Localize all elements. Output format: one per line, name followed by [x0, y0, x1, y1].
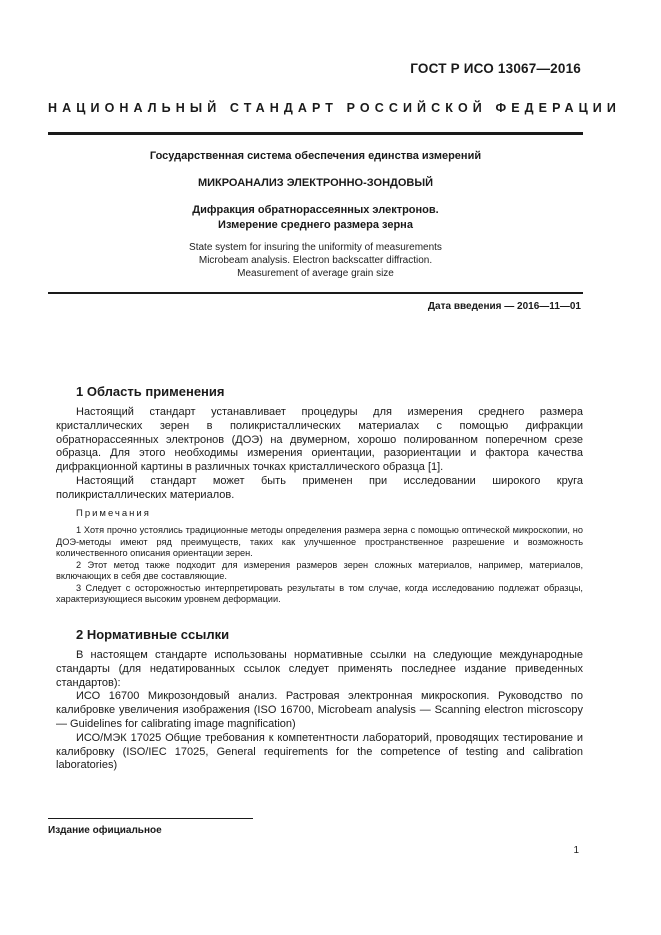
paragraph: Настоящий стандарт устанавливает процедуры для измерения среднего размера кристаллических зерен в поликристаллических материалах с помощью дифракции обратнорассеянных электронов (ДОЭ) на двумерном, хорошо полированном поперечном срезе образца. Для этого необходимы измерения ориентации, разориентации и фактора качества дифракционной картины в различных точках кристаллического образца [1]. — [56, 406, 583, 474]
document-title — [48, 203, 583, 232]
official-edition-label: Издание официальное — [48, 825, 162, 836]
paragraph: ИСО/МЭК 17025 Общие требования к компетентности лабораторий, проводящих тестирование и калибровку (ISO/IEC 17025, General requirements for the competence of testing and calibration laboratories) — [56, 731, 583, 772]
national-standard-banner: НАЦИОНАЛЬНЫЙ СТАНДАРТ РОССИЙСКОЙ ФЕДЕРАЦИИ — [48, 101, 621, 115]
english-title — [48, 241, 583, 280]
section-2-heading: 2 Нормативные ссылки — [76, 627, 230, 642]
english-title-line: Microbeam analysis. Electron backscatter diffraction. — [198, 255, 433, 266]
section-2-body — [56, 649, 583, 773]
notes-heading: Примечания — [76, 508, 151, 519]
header-rule — [48, 132, 583, 135]
note-item: 2 Этот метод также подходит для измерения размеров зерен сложных материалов, например, материалов, включающих в себя две составляющие. — [56, 559, 583, 581]
introduction-date: Дата введения — 2016—11—01 — [427, 301, 581, 312]
notes-block — [56, 525, 583, 606]
document-title-line: Измерение среднего размера зерна — [218, 218, 413, 231]
paragraph: Настоящий стандарт может быть применен при исследовании широкого круга поликристаллических материалов. — [56, 474, 583, 501]
system-title: Государственная система обеспечения единства измерений — [149, 150, 482, 162]
paragraph: ИСО 16700 Микрозондовый анализ. Растровая электронная микроскопия. Руководство по калибровке увеличения изображения (ISO 16700, Microbeam analysis — Scanning electron microscopy — Guidelines for calibrating image magnification) — [56, 690, 583, 730]
section-1-body — [56, 406, 583, 503]
standard-number: ГОСТ Р ИСО 13067—2016 — [410, 61, 581, 76]
note-item: 3 Следует с осторожностью интерпретировать результаты в том случае, когда исследованию подлежат образцы, характеризующиеся высоким уровнем деформации. — [56, 582, 583, 604]
title-rule — [48, 292, 583, 294]
paragraph: В настоящем стандарте использованы нормативные ссылки на следующие международные стандарты (для недатированных ссылок следует применять последнее издание приведенных стандартов): — [56, 649, 583, 689]
section-1-heading: 1 Область применения — [76, 384, 225, 399]
english-title-line: Measurement of average grain size — [237, 268, 394, 279]
english-title-line: State system for insuring the uniformity of measurements — [189, 242, 442, 253]
footer-rule — [48, 818, 253, 819]
document-title-line: Дифракция обратнорассеянных электронов. — [192, 204, 439, 216]
note-item: 1 Хотя прочно устоялись традиционные методы определения размера зерна с помощью оптической микроскопии, но ДОЭ-методы имеют ряд преимуществ, таких как улучшенное пространственное разрешение и возможность количественного описания ориентации зерен. — [56, 525, 583, 558]
subject-title: МИКРОАНАЛИЗ ЭЛЕКТРОННО-ЗОНДОВЫЙ — [197, 177, 434, 189]
page-number: 1 — [573, 845, 579, 856]
